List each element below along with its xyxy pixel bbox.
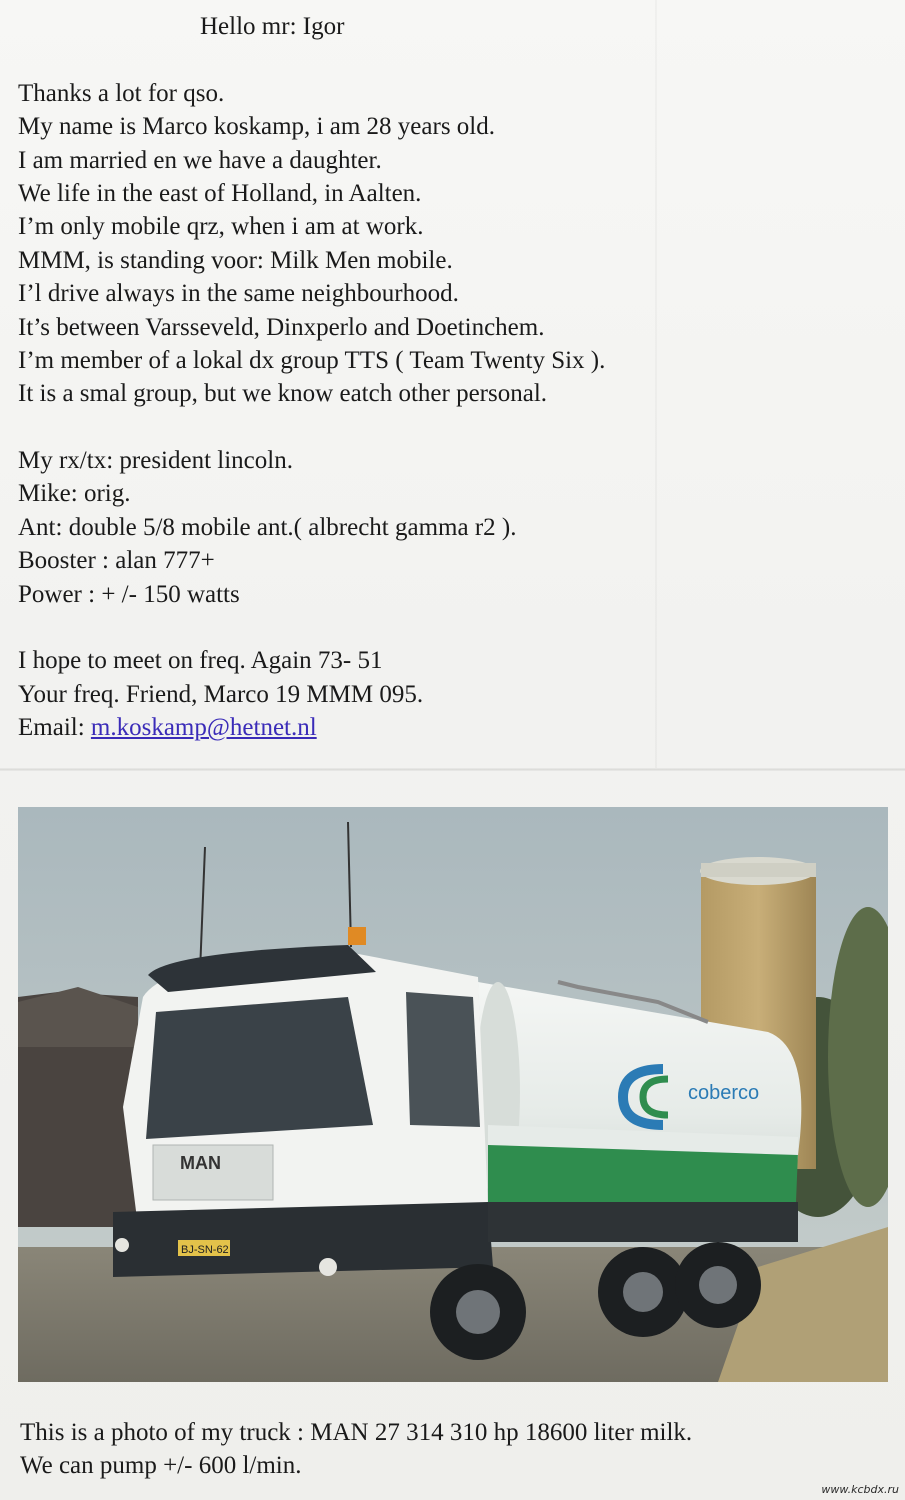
email-link[interactable]: m.koskamp@hetnet.nl [90,714,317,742]
intro-line: My name is Marco koskamp, i am 28 years old. [18,113,495,141]
equipment-line: Ant: double 5/8 mobile ant.( albrecht gamma r2 ). [18,513,517,541]
email-label: Email: [18,714,91,742]
intro-paragraph [18,77,878,411]
caption-line: We can pump +/- 600 l/min. [20,1452,302,1480]
license-plate: BJ-SN-62 [181,1244,229,1256]
site-watermark: www.kcbdx.ru [821,1483,899,1496]
closing-line: I hope to meet on freq. Again 73- 51 [18,647,383,675]
closing-line: Your freq. Friend, Marco 19 MMM 095. [18,680,424,708]
equipment-line: Mike: orig. [18,480,131,508]
email-line [18,711,878,744]
intro-line: It is a smal group, but we know eatch other personal. [18,380,548,408]
greeting: Hello mr: Igor [200,13,345,40]
intro-line: I’m only mobile qrz, when i am at work. [18,213,424,241]
equipment-line: Booster : alan 777+ [18,547,215,575]
letter-body [18,10,878,745]
intro-line: It’s between Varsseveld, Dinxperlo and Doetinchem. [18,313,545,341]
intro-line: I’l drive always in the same neighbourhood. [18,280,459,308]
paper-fold-horizontal [0,768,905,771]
truck-brand: MAN [180,1153,221,1173]
truck-photo [18,807,888,1382]
closing-paragraph [18,644,878,744]
intro-line: We life in the east of Holland, in Aalten. [18,179,422,207]
intro-line: MMM, is standing voor: Milk Men mobile. [18,246,453,274]
equipment-paragraph [18,444,878,611]
tank-logo: coberco [688,1082,760,1104]
equipment-line: Power : + /- 150 watts [18,580,240,608]
caption-line: This is a photo of my truck : MAN 27 314 310 hp 18600 liter milk. [20,1419,693,1446]
intro-line: I am married en we have a daughter. [18,146,382,174]
photo-caption [20,1416,890,1483]
intro-line: Thanks a lot for qso. [18,79,225,107]
equipment-line: My rx/tx: president lincoln. [18,447,293,475]
intro-line: I’m member of a lokal dx group TTS ( Team Twenty Six ). [18,346,606,374]
